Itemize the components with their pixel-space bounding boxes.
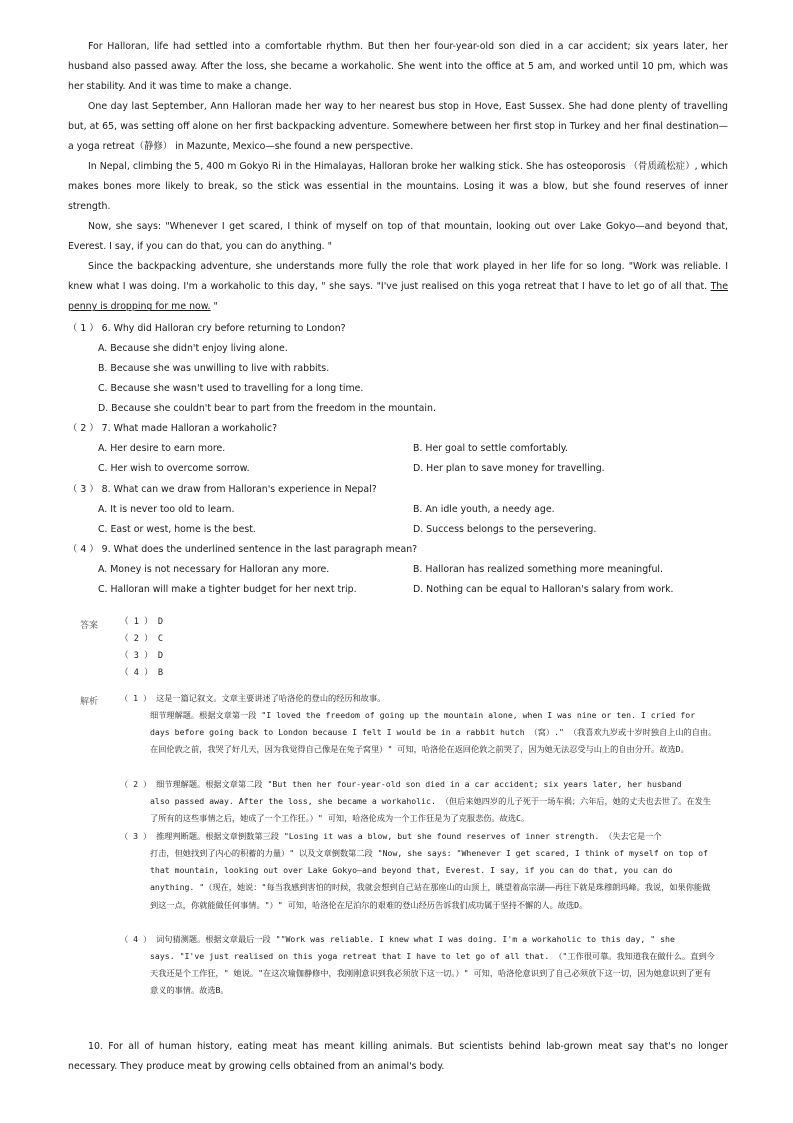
answer-1: （ 1 ） D [120,617,164,627]
question-3 [68,480,377,500]
analysis-1-head: （ 1 ） 这是一篇记叙文。文章主要讲述了哈洛伦的登山的经历和故事。 [120,693,386,703]
question-number: （ 3 ） [68,484,99,495]
question-stem: 9. What does the underlined sentence in the last paragraph mean? [101,544,418,555]
question-number: （ 1 ） [68,323,99,334]
question-number: （ 4 ） [68,544,99,555]
answer-4: （ 4 ） B [120,668,164,678]
answer-2: （ 2 ） C [120,634,164,644]
analysis-2-body: also passed away. After the loss, she became a workaholic. （但后来她四岁的儿子死于一场车祸；六年后，她的丈夫也去世了。在发生了所有的这些事情之后，她成了一个工作狂。）" 可知，哈洛伦成为一个工作狂是为了克服悲伤。故选C。 [150,796,712,824]
analysis-4-body: says. "I've just realised on this yoga retreat that I have to let go of all that. （"工作很可靠。我知道我在做什么。直到今天我还是个工作狂，" 她说。"在这次瑜伽静修中，我刚刚意识到我必须放下这一切。）" 可知，哈洛伦意识到了自己必须放下这一切，因为她意识到了更有意义的事情。故选B。 [150,951,715,996]
paragraph-5-text: Since the backpacking adventure, she understands more fully the role that work played in her life for so long. "Work was reliable. I knew what I was doing. I'm a workaholic to this day, " she says. "I've just realised on this yoga retreat that I have to let go of all that. [68,261,728,293]
q1-option-b[interactable]: B. Because she was unwilling to live with rabbits. [98,363,330,374]
question-stem: 7. What made Halloran a workaholic? [101,423,278,434]
answer-label: 答案 [80,621,99,631]
passage-paragraph-3: In Nepal, climbing the 5, 400 m Gokyo Ri in the Himalayas, Halloran broke her walking stick. She has osteoporosis （骨质疏松症）, which makes bones more likely to break, so the stick was essential in the mountains. Losing it was a blow, but she found reserves of inner strength. [68,161,728,213]
passage-paragraph-1: For Halloran, life had settled into a comfortable rhythm. But then her four-year-old son died in a car accident; six years later, her husband also passed away. After the loss, she became a workaholic. She went into the office at 5 am, and worked until 10 pm, which was her stability. And it was time to make a change. [68,41,728,93]
q4-option-c[interactable]: C. Halloran will make a tighter budget for her next trip. [98,584,357,595]
passage-paragraph-2: One day last September, Ann Halloran made her way to her nearest bus stop in Hove, East Sussex. She had done plenty of travelling but, at 65, was setting off alone on her first backpacking adventure. Somewhere between her first stop in Turkey and her final destination—a yoga retreat（静修） in Mazunte, Mexico—she found a new perspective. [68,101,728,153]
analysis-4-head: （ 4 ） 词句猜测题。根据文章最后一段 ""Work was reliable. I knew what I was doing. I'm a workaholic to this day, " she [120,934,675,944]
q4-option-b[interactable]: B. Halloran has realized something more meaningful. [413,564,663,575]
q3-option-b[interactable]: B. An idle youth, a needy age. [413,504,555,515]
q2-option-b[interactable]: B. Her goal to settle comfortably. [413,443,568,454]
analysis-3-head: （ 3 ） 推理判断题。根据文章倒数第三段 "Losing it was a blow, but she found reserves of inner strength. （失去它是一个 [120,831,662,841]
answer-3: （ 3 ） D [120,651,164,661]
analysis-1-body: 细节理解题。根据文章第一段 "I loved the freedom of going up the mountain alone, when I was nine or ten. I cried for days before going back to London because I felt I would be in a rabbit hutch （窝）." （我喜欢九岁或十岁时独自上山的自由。在回伦敦之前，我哭了好几天，因为我觉得自己像是在兔子窝里）" 可知，哈洛伦在返回伦敦之前哭了，因为她无法忍受与山上的自由分开。故选D。 [150,710,717,755]
q2-option-d[interactable]: D. Her plan to save money for travelling. [413,463,605,474]
question-2 [68,419,277,439]
analysis-2-head: （ 2 ） 细节理解题。根据文章第二段 "But then her four-year-old son died in a car accident; six years later, her husband [120,779,682,789]
passage-paragraph-4: Now, she says: "Whenever I get scared, I think of myself on top of that mountain, looking out over Lake Gokyo—and beyond that, Everest. I say, if you can do that, you can do anything. " [68,221,728,253]
q2-option-a[interactable]: A. Her desire to earn more. [98,443,226,454]
q3-option-a[interactable]: A. It is never too old to learn. [98,504,235,515]
analysis-label: 解析 [80,697,99,707]
q4-option-d[interactable]: D. Nothing can be equal to Halloran's salary from work. [413,584,674,595]
q1-option-a[interactable]: A. Because she didn't enjoy living alone. [98,343,288,354]
q3-option-c[interactable]: C. East or west, home is the best. [98,524,256,535]
question-stem: 8. What can we draw from Halloran's experience in Nepal? [101,484,377,495]
paragraph-5-close-quote: " [210,301,218,313]
q4-option-a[interactable]: A. Money is not necessary for Halloran any more. [98,564,330,575]
q1-option-c[interactable]: C. Because she wasn't used to travelling for a long time. [98,383,364,394]
q3-option-d[interactable]: D. Success belongs to the persevering. [413,524,597,535]
question-stem: 6. Why did Halloran cry before returning to London? [101,323,346,334]
question-4 [68,540,417,560]
passage-paragraph-5 [68,257,728,318]
analysis-3-body: 打击，但她找到了内心的积蓄的力量）" 以及文章倒数第二段 "Now, she says: "Whenever I get scared, I think of myself on top of that mountain, looking out over Lake Gokyo—and beyond that, Everest. I say, if you can do that, you can do anything. "（现在，她说："每当我感到害怕的时候，我就会想到自己站在那座山的山顶上，眺望着高宗湖——再往下就是珠穆朗玛峰。我说，如果你能做到这一点，你就能做任何事情。"）" 可知，哈洛伦在尼泊尔的艰难的登山经历告诉我们成功属于坚持不懈的人。故选D。 [150,848,711,910]
question-10-passage: 10. For all of human history, eating meat has meant killing animals. But scientists behind lab-grown meat say that's no longer necessary. They produce meat by growing cells obtained from an animal's body. [68,1041,728,1073]
q1-option-d[interactable]: D. Because she couldn't bear to part from the freedom in the mountain. [98,403,436,414]
underlined-sentence: The penny is dropping for me now. [68,281,728,313]
question-1 [68,319,346,339]
q2-option-c[interactable]: C. Her wish to overcome sorrow. [98,463,250,474]
question-number: （ 2 ） [68,423,99,434]
